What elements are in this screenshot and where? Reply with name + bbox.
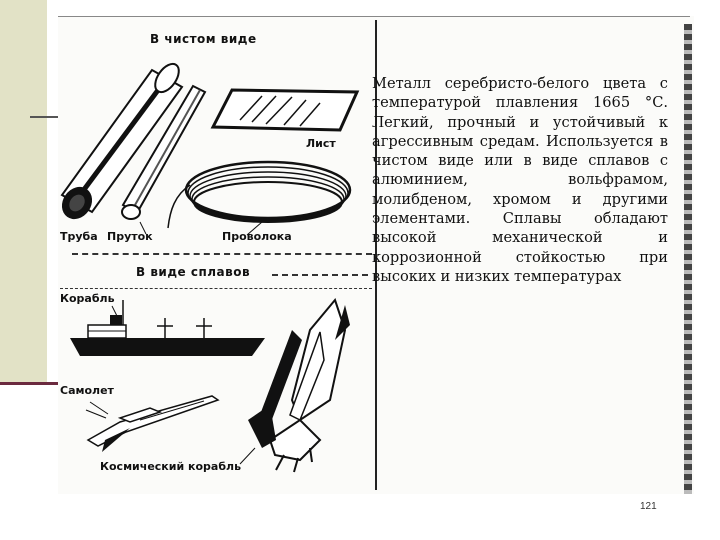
label-rod: Пруток: [107, 230, 153, 243]
page-number: 121: [640, 501, 657, 512]
plane-illustration: [86, 396, 218, 452]
spaceship-illustration: [248, 300, 350, 472]
dashed-separator-mid: [272, 274, 368, 276]
heading-pure-form: В чистом виде: [150, 32, 257, 46]
label-spaceship: Космический корабль: [100, 460, 242, 473]
label-plane: Самолет: [60, 384, 114, 397]
dashed-separator-top: [72, 253, 372, 255]
heading-alloy-form: В виде сплавов: [136, 265, 251, 279]
sheet-illustration: [213, 90, 357, 130]
label-wire: Проволока: [222, 230, 292, 243]
label-ship: Корабль: [60, 292, 115, 305]
label-sheet: Лист: [306, 137, 336, 150]
ship-illustration: [70, 300, 265, 356]
dashed-separator-bottom: [60, 288, 372, 289]
label-pipe: Труба: [60, 230, 98, 243]
spaceship-pointer: [240, 448, 255, 464]
titanium-description: Металл серебристо-белого цвета с температурой плавления 1665 °С. Легкий, прочный и устойчивый к агрессивным средам. Используется в чистом виде или в виде сплавов с алюминием, вольфрамом, молибденом, хромом и другими элементами. Сплавы обладают высокой механической и коррозионной стойкостью при высоких и низких температурах: [372, 75, 668, 285]
wire-coil-illustration: [168, 162, 350, 228]
